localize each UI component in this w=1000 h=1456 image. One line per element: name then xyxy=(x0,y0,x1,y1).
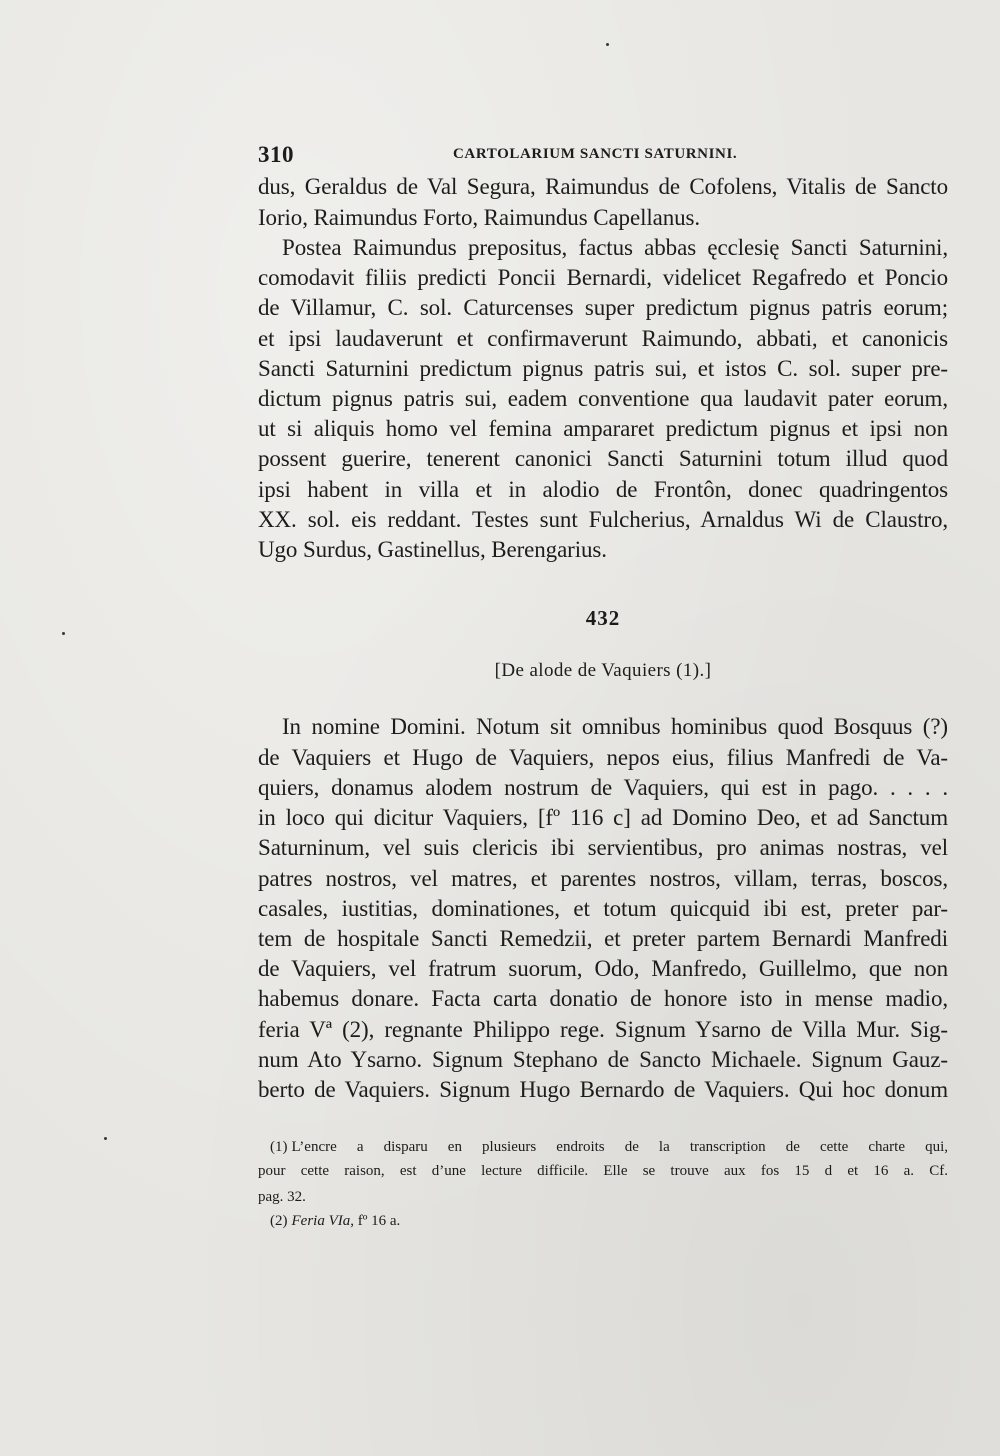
charter-title: [De alode de Vaquiers (1).] xyxy=(494,660,712,681)
text-line: ipsi habent in villa et in alodio de Frontôn, donec quadringentos xyxy=(258,477,948,502)
text-line: dictum pignus patris sui, eadem conventione qua laudavit pater eorum, xyxy=(258,386,948,411)
text-line: ut si aliquis homo vel femina ampararet predictum pignus et ipsi non xyxy=(258,416,948,441)
text-line: habemus donare. Facta carta donatio de honore isto in mense madio, xyxy=(258,986,948,1011)
footnote-2 xyxy=(270,1210,948,1232)
charter-number: 432 xyxy=(585,606,621,630)
text-line: Saturninum, vel suis clericis ibi servientibus, pro animas nostras, vel xyxy=(258,835,948,860)
footnote-1-line: pag. 32. xyxy=(258,1189,306,1205)
text-line: de Vaquiers et Hugo de Vaquiers, nepos eius, filius Manfredi de Va- xyxy=(258,745,948,770)
text-line: tem de hospitale Sancti Remedzii, et preter partem Bernardi Manfredi xyxy=(258,926,948,951)
text-line: et ipsi laudaverunt et confirmaverunt Raimundo, abbati, et canonicis xyxy=(258,326,948,351)
text-line: Ugo Surdus, Gastinellus, Berengarius. xyxy=(258,537,607,562)
footnote-1-text: L’encre a disparu en plusieurs endroits de la transcription de cette charte qui, xyxy=(291,1139,948,1155)
footnote-2-italic: Feria VIa xyxy=(291,1213,351,1229)
text-line: dus, Geraldus de Val Segura, Raimundus de Cofolens, Vitalis de Sancto xyxy=(258,174,948,199)
ink-speck xyxy=(606,43,609,46)
text-line: feria Vª (2), regnante Philippo rege. Signum Ysarno de Villa Mur. Sig- xyxy=(258,1017,948,1042)
text-line: de Vaquiers, vel fratrum suorum, Odo, Manfredo, Guillelmo, que non xyxy=(258,956,948,981)
text-line: Postea Raimundus prepositus, factus abbas ęcclesię Sancti Saturnini, xyxy=(282,235,948,260)
text-line: num Ato Ysarno. Signum Stephano de Sancto Michaele. Signum Gauz- xyxy=(258,1047,948,1072)
footnote-1-line: pour cette raison, est d’une lecture difficile. Elle se trouve aux fos 15 d et 16 a. Cf. xyxy=(258,1163,948,1179)
footnote-2-text: , fº 16 a. xyxy=(350,1213,401,1229)
text-line: de Villamur, C. sol. Caturcenses super predictum pignus patris eorum; xyxy=(258,295,948,320)
footnote-2-marker: (2) xyxy=(270,1213,288,1229)
running-head xyxy=(258,140,948,174)
text-line: Iorio, Raimundus Forto, Raimundus Capellanus. xyxy=(258,205,701,230)
text-line: Sancti Saturnini predictum pignus patris sui, et istos C. sol. super pre- xyxy=(258,356,948,381)
ink-speck xyxy=(104,1137,107,1140)
text-line: In nomine Domini. Notum sit omnibus hominibus quod Bosquus (?) xyxy=(282,714,948,739)
text-line: comodavit filiis predicti Poncii Bernardi, videlicet Regafredo et Poncio xyxy=(258,265,948,290)
text-line: in loco qui dicitur Vaquiers, [fº 116 c] ad Domino Deo, et ad Sanctum xyxy=(258,805,948,830)
text-line: casales, iustitias, dominationes, et totum quicquid ibi est, preter par- xyxy=(258,896,948,921)
text-line: XX. sol. eis reddant. Testes sunt Fulcherius, Arnaldus Wi de Claustro, xyxy=(258,507,948,532)
footnote-1-line xyxy=(270,1136,948,1158)
page-number: 310 xyxy=(258,142,294,167)
text-line: quiers, donamus alodem nostrum de Vaquiers, qui est in pago. . . . . xyxy=(258,775,948,800)
footnote-1-marker: (1) xyxy=(270,1139,288,1155)
text-line: berto de Vaquiers. Signum Hugo Bernardo de Vaquiers. Qui hoc donum xyxy=(258,1077,948,1102)
text-line: patres nostros, vel matres, et parentes nostros, villam, terras, boscos, xyxy=(258,866,948,891)
running-title: CARTOLARIUM SANCTI SATURNINI. xyxy=(453,146,738,162)
text-line: possent guerire, tenerent canonici Sancti Saturnini totum illud quod xyxy=(258,446,948,471)
ink-speck xyxy=(62,632,65,635)
